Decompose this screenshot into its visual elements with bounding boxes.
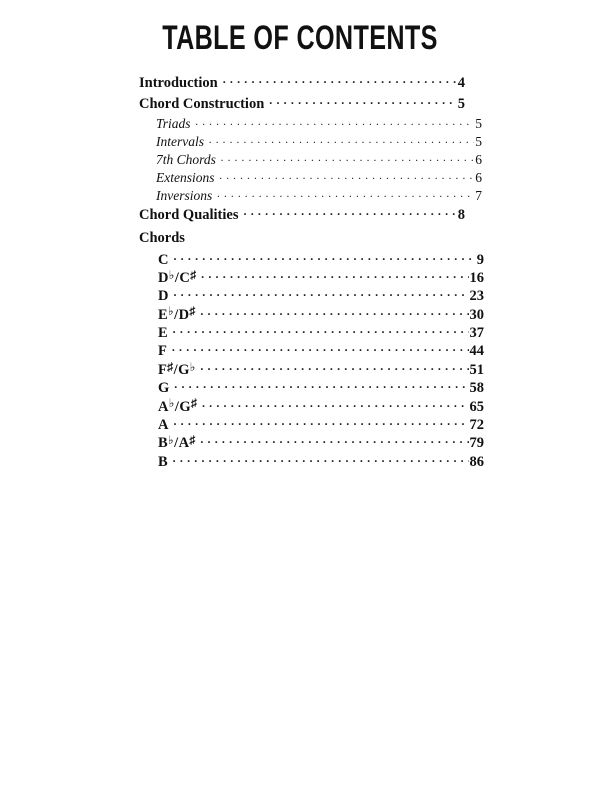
chord-root: G (158, 380, 170, 397)
sharp-icon: ♯ (189, 433, 196, 448)
chord-alt-root: C (179, 269, 190, 286)
dot-leader (244, 204, 457, 219)
chord-entry-page-number: 9 (476, 251, 484, 268)
chord-entry[interactable] (158, 341, 484, 359)
chord-entry-label (158, 417, 173, 434)
chord-alt-root: G (178, 361, 190, 378)
toc-entry-page-number: 5 (475, 115, 482, 131)
chord-root: D (158, 269, 169, 286)
toc-entry[interactable] (156, 168, 482, 186)
toc-entry-label: Introduction (139, 74, 218, 91)
dot-leader (200, 359, 468, 374)
chord-entry-page-number: 37 (469, 325, 484, 342)
chord-root: B (158, 435, 168, 452)
dot-leader (221, 150, 474, 164)
chord-alt-root: G (179, 398, 191, 415)
table-of-contents-list (139, 72, 484, 470)
chord-root: B (158, 453, 168, 470)
toc-entry[interactable] (139, 204, 465, 225)
chord-entry-label (158, 304, 200, 324)
toc-entry[interactable] (156, 186, 482, 204)
chord-separator: / (173, 361, 178, 378)
chord-entry[interactable] (158, 304, 484, 322)
chord-root: F (158, 361, 167, 378)
dot-leader (173, 286, 468, 301)
chord-entry-page-number: 86 (469, 453, 484, 470)
chord-entry-label (158, 343, 172, 360)
chord-entry-label (158, 252, 173, 269)
dot-leader (217, 186, 474, 200)
chord-root: D (158, 288, 169, 305)
chord-root: A (158, 417, 169, 434)
chord-entry-label (158, 359, 200, 379)
toc-entry-page-number: 5 (475, 133, 482, 149)
chord-entry-page-number: 58 (469, 380, 484, 397)
toc-entry[interactable] (156, 150, 482, 168)
sharp-icon: ♯ (189, 304, 196, 319)
chord-entry-label (158, 325, 173, 342)
toc-entry-label: Triads (156, 115, 191, 131)
toc-entry-label: Chord Qualities (139, 206, 239, 223)
chord-entry[interactable] (158, 433, 484, 451)
chord-entry[interactable] (158, 359, 484, 377)
dot-leader (209, 132, 474, 146)
flat-icon: ♭ (167, 433, 174, 448)
chord-entry-page-number: 65 (469, 398, 484, 415)
sharp-icon: ♯ (167, 359, 174, 374)
toc-entry-page-number: 5 (457, 95, 465, 112)
toc-entry-label: 7th Chords (156, 151, 216, 167)
chord-entry-label (158, 380, 174, 397)
flat-icon: ♭ (168, 267, 175, 282)
chord-entry-page-number: 44 (469, 343, 484, 360)
toc-entry[interactable] (156, 114, 482, 132)
chord-entry-label (158, 288, 173, 305)
dot-leader (173, 323, 469, 338)
chord-separator: / (174, 269, 179, 286)
sharp-icon: ♯ (191, 396, 197, 411)
toc-entry-page-number: 4 (457, 74, 465, 91)
chord-entry[interactable] (158, 267, 484, 285)
chord-root: F (158, 343, 167, 360)
toc-entry-page-number: 6 (475, 151, 482, 167)
toc-entry-page-number: 6 (475, 169, 482, 185)
chord-separator: / (174, 306, 179, 323)
dot-leader (196, 114, 475, 128)
dot-leader (173, 249, 475, 264)
chord-entry[interactable] (158, 286, 484, 304)
dot-leader (202, 396, 469, 411)
toc-entry[interactable] (139, 72, 465, 93)
dot-leader (269, 93, 456, 108)
dot-leader (174, 378, 468, 393)
flat-icon: ♭ (189, 359, 196, 374)
chord-entry-page-number: 72 (469, 417, 484, 434)
chord-entry-label (158, 454, 173, 471)
toc-entry-label: Chord Construction (139, 95, 265, 112)
toc-entry-label: Inversions (156, 187, 213, 203)
dot-leader (200, 304, 468, 319)
toc-entry-label: Intervals (156, 133, 204, 149)
chord-entry[interactable] (158, 396, 484, 414)
dot-leader (172, 341, 469, 356)
chord-entry[interactable] (158, 249, 484, 267)
chord-entry[interactable] (158, 323, 484, 341)
chord-entry-page-number: 51 (469, 361, 484, 378)
flat-icon: ♭ (167, 304, 174, 319)
chord-entry-label (158, 267, 201, 287)
sharp-icon: ♯ (190, 267, 197, 282)
chord-entry-page-number: 23 (469, 288, 484, 305)
toc-entry-page-number: 8 (457, 206, 465, 223)
dot-leader (200, 433, 468, 448)
page-title: TABLE OF CONTENTS (162, 19, 438, 57)
chord-entry-label (158, 435, 200, 452)
chord-root: E (158, 306, 168, 323)
chord-entry-page-number: 79 (469, 435, 484, 452)
chord-root: E (158, 325, 168, 342)
dot-leader (201, 267, 468, 282)
chord-entry-page-number: 30 (469, 306, 484, 323)
dot-leader (173, 451, 469, 466)
chord-separator: / (174, 435, 179, 452)
dot-leader (173, 415, 468, 430)
toc-entry[interactable] (139, 93, 465, 114)
chords-section-heading: Chords (139, 230, 185, 246)
flat-icon: ♭ (168, 396, 175, 411)
dot-leader (220, 168, 475, 182)
chord-entry-page-number: 16 (469, 269, 484, 286)
chord-entry[interactable] (158, 451, 484, 469)
chord-entry[interactable] (158, 378, 484, 396)
chord-entry-label (158, 396, 202, 416)
toc-entry[interactable] (156, 132, 482, 150)
chord-root: C (158, 251, 169, 268)
chord-separator: / (174, 398, 179, 415)
chord-entry[interactable] (158, 415, 484, 433)
chord-alt-root: A (178, 435, 190, 452)
chord-alt-root: D (178, 306, 190, 323)
dot-leader (223, 72, 457, 87)
toc-entry-page-number: 7 (475, 187, 482, 203)
toc-entry-label: Extensions (156, 169, 215, 185)
chord-root: A (158, 398, 169, 415)
